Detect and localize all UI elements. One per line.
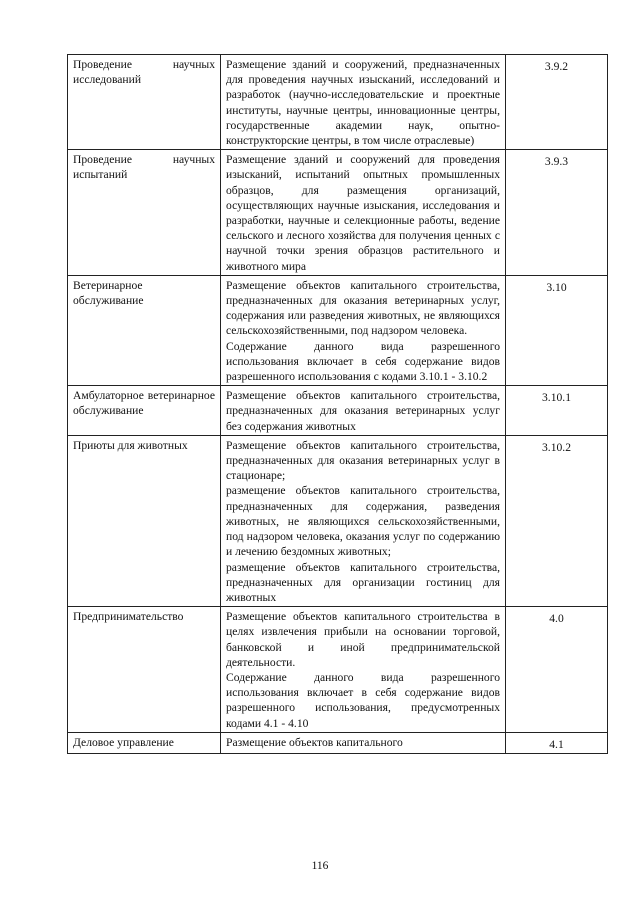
use-type-name: Проведение научных испытаний xyxy=(68,150,221,276)
use-type-name: Приюты для животных xyxy=(68,435,221,606)
description-paragraph: размещение объектов капитального строительства, предназначенных для организации гостиниц для животных xyxy=(226,560,500,604)
description-paragraph: Размещение зданий и сооружений для проведения изысканий, испытаний опытных промышленных образцов, для размещения организаций, осуществляющих научные изыскания, исследования и разработки, научные и селекционные работы, ведение сельского и лесного хозяйства для получения ценных с научной точки зрения образцов растительного и животного мира xyxy=(226,153,500,273)
use-type-name: Предпринимательство xyxy=(68,607,221,733)
use-type-name: Проведение научных исследований xyxy=(68,55,221,150)
table-row xyxy=(68,607,608,733)
use-type-name: Деловое управление xyxy=(68,732,221,753)
description-paragraph: Размещение объектов капитального строительства, предназначенных для оказания ветеринарных услуг в стационаре; xyxy=(226,438,500,483)
use-type-code: 4.0 xyxy=(506,607,608,733)
use-type-code: 3.10 xyxy=(506,275,608,385)
table-body xyxy=(68,55,608,754)
table-row xyxy=(68,55,608,150)
use-type-description xyxy=(221,732,506,753)
page-number: 116 xyxy=(311,860,329,872)
description-paragraph: Размещение объектов капитального строительства, предназначенных для оказания ветеринарных услуг без содержания животных xyxy=(226,389,500,433)
use-type-description xyxy=(221,435,506,606)
use-type-description xyxy=(221,607,506,733)
use-type-code: 3.10.2 xyxy=(506,435,608,606)
table-row xyxy=(68,275,608,385)
table-row xyxy=(68,435,608,606)
table-row xyxy=(68,732,608,753)
table-row xyxy=(68,150,608,276)
description-paragraph: Размещение объектов капитального xyxy=(226,735,403,749)
table-row xyxy=(68,386,608,436)
description-paragraph: размещение объектов капитального строительства, предназначенных для содержания, разведения животных, не являющихся сельскохозяйственными, под надзором человека, оказания услуг по содержанию и лечению бездомных животных; xyxy=(226,484,500,559)
description-paragraph: Размещение объектов капитального строительства в целях извлечения прибыли на основании торговой, банковской и иной предпринимательской деятельности. xyxy=(226,610,500,669)
use-type-description xyxy=(221,55,506,150)
use-type-code: 3.10.1 xyxy=(506,386,608,436)
description-paragraph: Содержание данного вида разрешенного использования включает в себя содержание видов разрешенного использования, предусмотренных кодами 4.1 - 4.10 xyxy=(226,670,500,730)
use-type-description xyxy=(221,275,506,385)
description-paragraph: Размещение объектов капитального строительства, предназначенных для оказания ветеринарных услуг, содержания или разведения животных, не являющихся сельскохозяйственными, под надзором человека. xyxy=(226,278,500,338)
use-type-description xyxy=(221,150,506,276)
use-type-code: 3.9.2 xyxy=(506,55,608,150)
use-type-code: 4.1 xyxy=(506,732,608,753)
use-type-name: Амбулаторное ветеринарное обслуживание xyxy=(68,386,221,436)
use-type-code: 3.9.3 xyxy=(506,150,608,276)
land-use-table xyxy=(67,54,608,754)
description-paragraph: Размещение зданий и сооружений, предназначенных для проведения научных изысканий, исследований и разработок (научно-исследовательские и проектные институты, научные центры, инновационные центры, государственные академии наук, опытно-конструкторские центры, в том числе отраслевые) xyxy=(226,58,500,148)
use-type-name: Ветеринарное обслуживание xyxy=(68,275,221,385)
description-paragraph: Содержание данного вида разрешенного использования включает в себя содержание видов разрешенного использования с кодами 3.10.1 - 3.10.2 xyxy=(226,339,500,384)
use-type-description xyxy=(221,386,506,436)
